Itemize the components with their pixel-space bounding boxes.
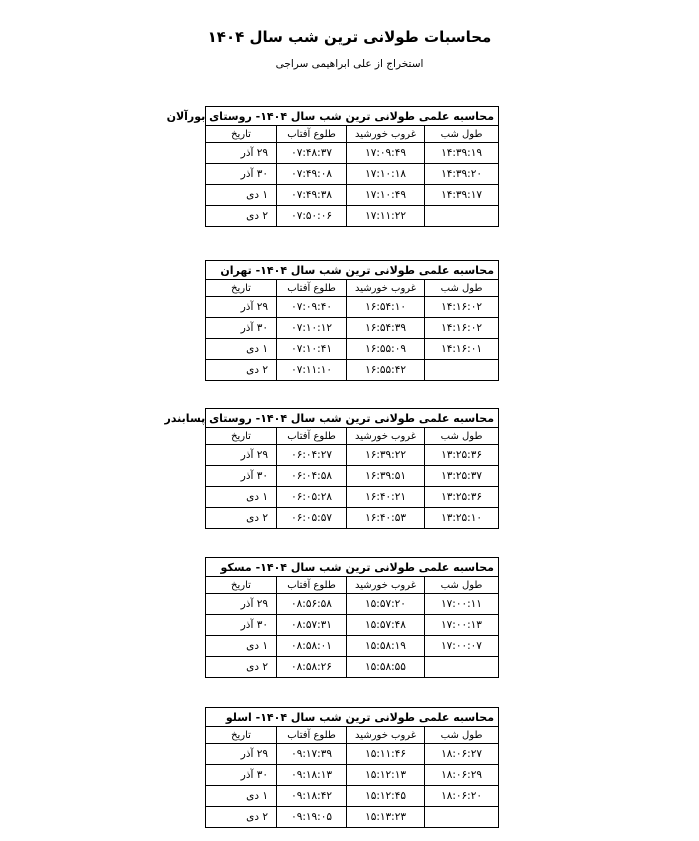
header-sunset: غروب خورشید <box>347 727 425 744</box>
night-length-cell: ۱۴:۳۹:۱۷ <box>425 185 499 206</box>
night-length-cell: ۱۴:۱۶:۰۲ <box>425 297 499 318</box>
table-row <box>206 360 499 381</box>
sunset-cell: ۱۷:۱۱:۲۲ <box>347 206 425 227</box>
table-row <box>206 615 499 636</box>
sunset-cell: ۱۵:۱۳:۲۳ <box>347 807 425 828</box>
header-night-length: طول شب <box>425 126 499 143</box>
sunset-cell: ۱۵:۵۸:۱۹ <box>347 636 425 657</box>
table-row <box>206 466 499 487</box>
table-moscow <box>205 557 499 678</box>
header-sunrise: طلوع آفتاب <box>277 727 347 744</box>
sunset-cell: ۱۶:۴۰:۲۱ <box>347 487 425 508</box>
night-length-cell <box>425 807 499 828</box>
table-pasabandar <box>164 408 499 529</box>
date-cell: ۱ دی <box>206 487 277 508</box>
table-row <box>206 164 499 185</box>
date-cell: ۲ دی <box>206 807 277 828</box>
table-bouralan <box>166 106 499 227</box>
header-night-length: طول شب <box>425 577 499 594</box>
sunrise-cell: ۰۹:۱۷:۳۹ <box>277 744 347 765</box>
date-cell: ۱ دی <box>206 786 277 807</box>
header-date: تاریخ <box>206 428 277 445</box>
date-cell: ۲ دی <box>206 360 277 381</box>
table-oslo <box>205 707 499 828</box>
night-length-cell: ۱۴:۳۹:۱۹ <box>425 143 499 164</box>
sunrise-cell: ۰۶:۰۴:۵۸ <box>277 466 347 487</box>
sunrise-cell: ۰۶:۰۵:۲۸ <box>277 487 347 508</box>
header-sunrise: طلوع آفتاب <box>277 280 347 297</box>
table-row <box>206 786 499 807</box>
header-sunrise: طلوع آفتاب <box>277 577 347 594</box>
sunrise-cell: ۰۷:۱۰:۱۲ <box>277 318 347 339</box>
table-row <box>206 143 499 164</box>
table-caption: محاسبه علمی طولانی ترین شب سال ۱۴۰۴- روستای پسابندر <box>206 409 499 428</box>
sunrise-cell: ۰۹:۱۸:۱۳ <box>277 765 347 786</box>
date-cell: ۳۰ آذر <box>206 466 277 487</box>
night-length-cell <box>425 206 499 227</box>
sunset-cell: ۱۵:۱۱:۴۶ <box>347 744 425 765</box>
sunset-cell: ۱۵:۵۷:۲۰ <box>347 594 425 615</box>
sunset-cell: ۱۵:۵۸:۵۵ <box>347 657 425 678</box>
header-date: تاریخ <box>206 126 277 143</box>
sunrise-cell: ۰۸:۵۷:۳۱ <box>277 615 347 636</box>
date-cell: ۲۹ آذر <box>206 143 277 164</box>
sunset-cell: ۱۵:۱۲:۴۵ <box>347 786 425 807</box>
table-caption: محاسبه علمی طولانی ترین شب سال ۱۴۰۴- روستای بورآلان <box>206 107 499 126</box>
header-night-length: طول شب <box>425 280 499 297</box>
sunrise-cell: ۰۹:۱۹:۰۵ <box>277 807 347 828</box>
sunrise-cell: ۰۷:۰۹:۴۰ <box>277 297 347 318</box>
date-cell: ۳۰ آذر <box>206 318 277 339</box>
header-sunset: غروب خورشید <box>347 280 425 297</box>
table-row <box>206 185 499 206</box>
sunset-cell: ۱۶:۳۹:۲۲ <box>347 445 425 466</box>
header-date: تاریخ <box>206 727 277 744</box>
header-night-length: طول شب <box>425 428 499 445</box>
sunset-cell: ۱۷:۰۹:۴۹ <box>347 143 425 164</box>
table-row <box>206 445 499 466</box>
table-row <box>206 318 499 339</box>
table-row <box>206 508 499 529</box>
date-cell: ۲۹ آذر <box>206 297 277 318</box>
date-cell: ۱ دی <box>206 339 277 360</box>
night-length-cell: ۱۷:۰۰:۱۳ <box>425 615 499 636</box>
sunset-cell: ۱۷:۱۰:۱۸ <box>347 164 425 185</box>
table-row <box>206 339 499 360</box>
date-cell: ۱ دی <box>206 185 277 206</box>
table-row <box>206 744 499 765</box>
table-caption: محاسبه علمی طولانی ترین شب سال ۱۴۰۴- مسکو <box>206 558 499 577</box>
date-cell: ۳۰ آذر <box>206 765 277 786</box>
night-length-cell: ۱۴:۱۶:۰۲ <box>425 318 499 339</box>
sunset-cell: ۱۶:۳۹:۵۱ <box>347 466 425 487</box>
night-length-cell: ۱۸:۰۶:۲۹ <box>425 765 499 786</box>
header-sunset: غروب خورشید <box>347 428 425 445</box>
sunset-cell: ۱۶:۵۵:۰۹ <box>347 339 425 360</box>
header-sunset: غروب خورشید <box>347 126 425 143</box>
sunset-cell: ۱۶:۵۴:۳۹ <box>347 318 425 339</box>
table-caption: محاسبه علمی طولانی ترین شب سال ۱۴۰۴- تهران <box>206 261 499 280</box>
night-length-cell: ۱۳:۲۵:۳۷ <box>425 466 499 487</box>
header-night-length: طول شب <box>425 727 499 744</box>
sunrise-cell: ۰۶:۰۵:۵۷ <box>277 508 347 529</box>
sunrise-cell: ۰۹:۱۸:۴۲ <box>277 786 347 807</box>
table-row <box>206 594 499 615</box>
sunset-cell: ۱۵:۱۲:۱۳ <box>347 765 425 786</box>
date-cell: ۲۹ آذر <box>206 594 277 615</box>
night-length-cell: ۱۳:۲۵:۱۰ <box>425 508 499 529</box>
header-sunset: غروب خورشید <box>347 577 425 594</box>
sunrise-cell: ۰۷:۱۱:۱۰ <box>277 360 347 381</box>
table-row <box>206 487 499 508</box>
header-sunrise: طلوع آفتاب <box>277 126 347 143</box>
header-date: تاریخ <box>206 577 277 594</box>
night-length-cell: ۱۸:۰۶:۲۰ <box>425 786 499 807</box>
table-row <box>206 765 499 786</box>
night-length-cell: ۱۸:۰۶:۲۷ <box>425 744 499 765</box>
sunrise-cell: ۰۶:۰۴:۲۷ <box>277 445 347 466</box>
date-cell: ۲ دی <box>206 508 277 529</box>
date-cell: ۲۹ آذر <box>206 445 277 466</box>
night-length-cell: ۱۷:۰۰:۰۷ <box>425 636 499 657</box>
table-row <box>206 657 499 678</box>
table-caption: محاسبه علمی طولانی ترین شب سال ۱۴۰۴- اسلو <box>206 708 499 727</box>
table-row <box>206 206 499 227</box>
sunrise-cell: ۰۸:۵۸:۰۱ <box>277 636 347 657</box>
sunset-cell: ۱۶:۵۴:۱۰ <box>347 297 425 318</box>
sunrise-cell: ۰۷:۱۰:۴۱ <box>277 339 347 360</box>
night-length-cell: ۱۴:۱۶:۰۱ <box>425 339 499 360</box>
sunrise-cell: ۰۸:۵۶:۵۸ <box>277 594 347 615</box>
night-length-cell: ۱۷:۰۰:۱۱ <box>425 594 499 615</box>
page-title: محاسبات طولانی ترین شب سال ۱۴۰۴ <box>207 28 492 46</box>
sunset-cell: ۱۶:۵۵:۴۲ <box>347 360 425 381</box>
table-row <box>206 636 499 657</box>
date-cell: ۱ دی <box>206 636 277 657</box>
sunrise-cell: ۰۸:۵۸:۲۶ <box>277 657 347 678</box>
date-cell: ۲۹ آذر <box>206 744 277 765</box>
sunrise-cell: ۰۷:۴۹:۳۸ <box>277 185 347 206</box>
table-tehran <box>205 260 499 381</box>
sunset-cell: ۱۷:۱۰:۴۹ <box>347 185 425 206</box>
night-length-cell <box>425 360 499 381</box>
date-cell: ۲ دی <box>206 206 277 227</box>
page-subtitle: استخراج از علی ابراهیمی سراجی <box>275 58 424 70</box>
sunrise-cell: ۰۷:۵۰:۰۶ <box>277 206 347 227</box>
night-length-cell: ۱۳:۲۵:۳۶ <box>425 487 499 508</box>
night-length-cell: ۱۴:۳۹:۲۰ <box>425 164 499 185</box>
night-length-cell: ۱۳:۲۵:۳۶ <box>425 445 499 466</box>
table-row <box>206 297 499 318</box>
date-cell: ۳۰ آذر <box>206 615 277 636</box>
night-length-cell <box>425 657 499 678</box>
sunrise-cell: ۰۷:۴۹:۰۸ <box>277 164 347 185</box>
sunrise-cell: ۰۷:۴۸:۳۷ <box>277 143 347 164</box>
date-cell: ۳۰ آذر <box>206 164 277 185</box>
sunset-cell: ۱۶:۴۰:۵۳ <box>347 508 425 529</box>
sunset-cell: ۱۵:۵۷:۴۸ <box>347 615 425 636</box>
header-date: تاریخ <box>206 280 277 297</box>
date-cell: ۲ دی <box>206 657 277 678</box>
header-sunrise: طلوع آفتاب <box>277 428 347 445</box>
table-row <box>206 807 499 828</box>
